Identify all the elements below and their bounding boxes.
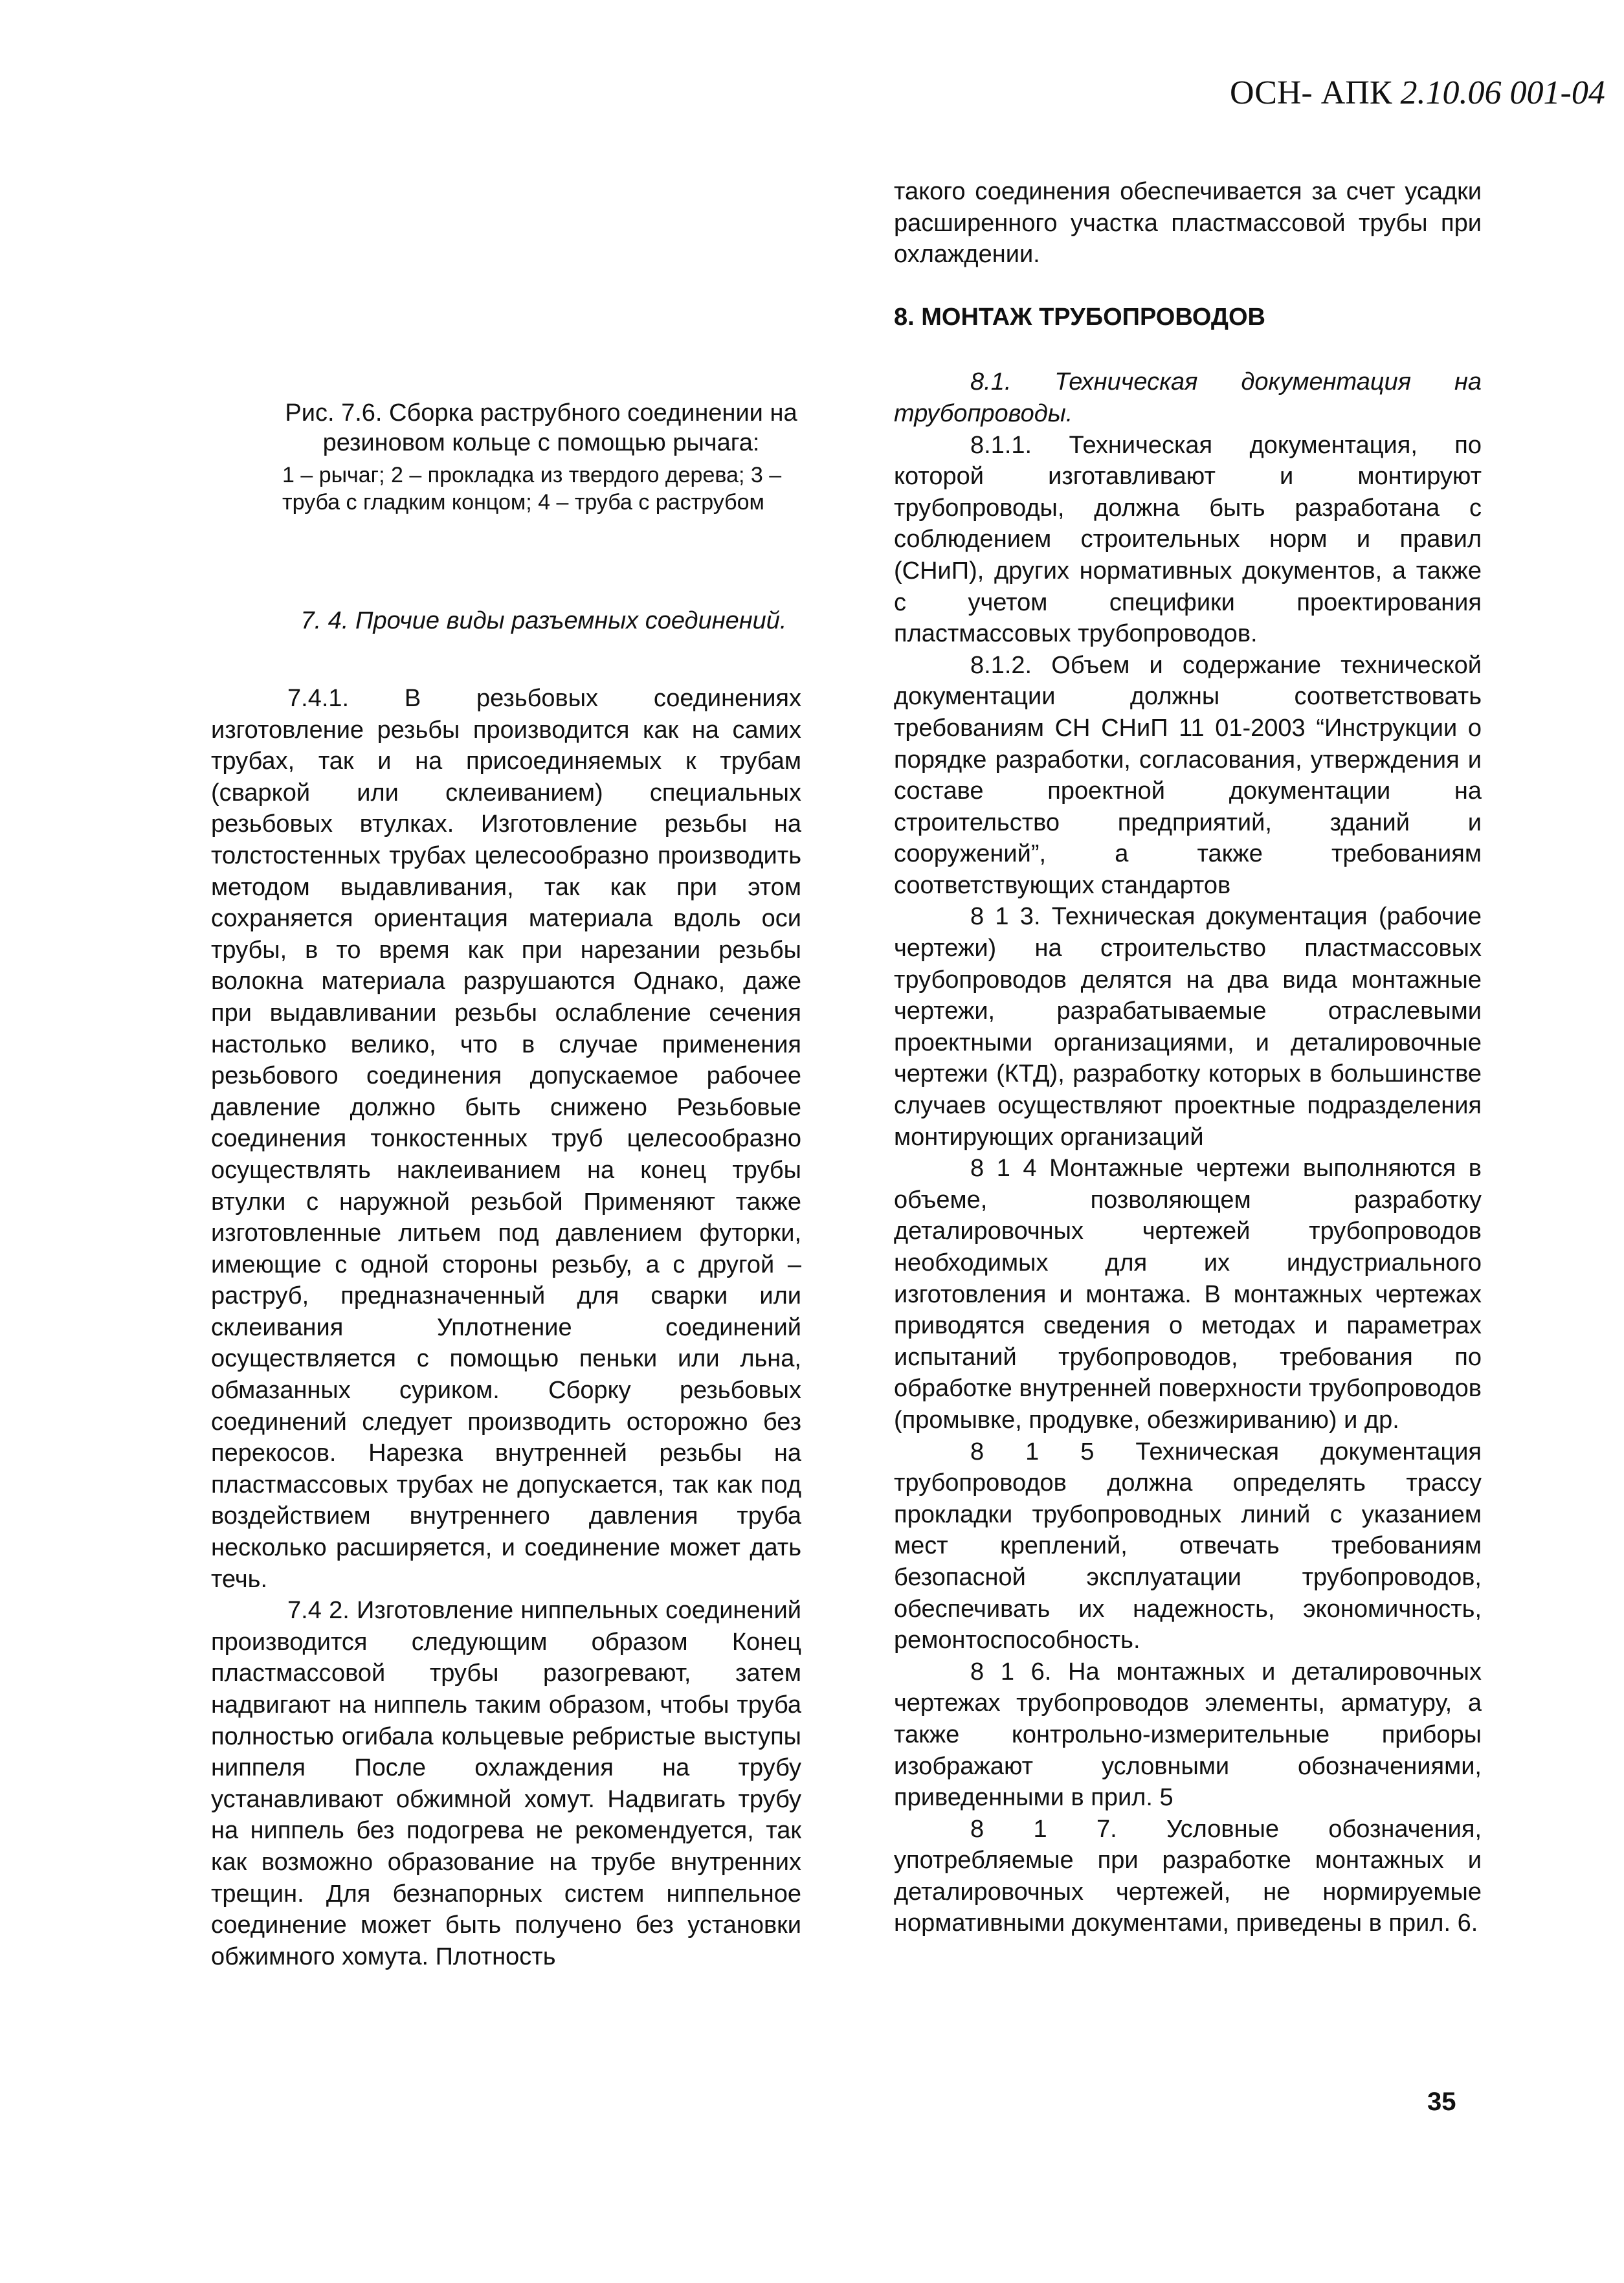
figure-caption [282,398,800,516]
paragraph-8-1-3: 8 1 3. Техническая документация (рабочие чертежи) на строительство пластмассовых трубопроводов делятся на два вида монтажные чертежи, разрабатываемые отраслевыми проектными организациями, и деталировочные чертежи (КТД), разработку которых в большинстве случаев осуществляют проектные подразделения монтирующих организаций [894,903,1482,1151]
page-number: 35 [1427,2088,1456,2116]
document-code-header [1230,72,1605,114]
paragraph-8-1-1: 8.1.1. Техническая документация, по которой изготавливают и монтируют трубопроводы, должна быть разработана с соблюдением строительных норм и правил (СНиП), других нормативных документов, а также с учетом специфики проектирования пластмассовых трубопроводов. [894,431,1482,648]
paragraph-7-4-2: 7.4 2. Изготовление ниппельных соединений производится следующим образом Конец пластмассовой трубы разогревают, затем надвигают на ниппель таким образом, чтобы труба полностью огибала кольцевые ребристые выступы ниппеля После охлаждения на трубу устанавливают обжимной хомут. Надвигать трубу на ниппель без подогрева не рекомендуется, так как возможно образование на трубе внутренних трещин. Для безнапорных систем ниппельное соединение может быть получено без установки обжимного хомута. Плотность [211,1597,801,1970]
paragraph-continuation: такого соединения обеспечивается за счет усадки расширенного участка пластмассовой трубы при охлаждении. [894,178,1482,269]
document-code-printed: ОСН- АПК [1230,74,1392,111]
paragraph-8-1: 8.1. Техническая документация на трубопроводы. [894,368,1482,427]
paragraph-8-1-2: 8.1.2. Объем и содержание технической документации должны соответствовать требованиям СН СНиП 11 01-2003 “Инструкции о порядке разработки, согласования, утверждения и составе проектной документации на строительство предприятий, зданий и сооружений”, а также требованиям соответствующих стандартов [894,651,1482,899]
figure-caption-legend: 1 – рычаг; 2 – прокладка из твердого дерева; 3 – труба с гладким концом; 4 – труба с раструбом [282,463,782,515]
document-code-handwritten: 2.10.06 001-04 [1400,74,1605,111]
left-column [211,683,801,1972]
section-title-8: 8. МОНТАЖ ТРУБОПРОВОДОВ [894,303,1265,331]
paragraph-8-1-4: 8 1 4 Монтажные чертежи выполняются в объеме, позволяющем разработку деталировочных чертежей трубопроводов необходимых для их индустриального изготовления и монтажа. В монтажных чертежах приводятся сведения о методах и параметрах испытаний трубопроводов, требования по обработке внутренней поверхности трубопроводов (промывке, продувке, обезжириванию) и др. [894,1155,1482,1434]
paragraph-8-1-7: 8 1 7. Условные обозначения, употребляемые при разработке монтажных и деталировочных чертежей, не нормируемые нормативными документами, приведены в прил. 6. [894,1815,1482,1937]
figure-caption-title: Рис. 7.6. Сборка раструбного соединении на резиновом кольце с помощью рычага: [285,399,797,456]
paragraph-7-4-1: 7.4.1. В резьбовых соединениях изготовление резьбы производится как на самих трубах, так и на присоединяемых к трубам (сваркой или склеиванием) специальных резьбовых втулках. Изготовление резьбы на толстостенных трубах целесообразно производить методом выдавливания, так как при этом сохраняется ориентация материала вдоль оси трубы, в то время как при нарезании резьбы волокна материала разрушаются Однако, даже при выдавливании резьбы ослабление сечения настолько велико, что в случае применения резьбового соединения допускаемое рабочее давление должно быть снижено Резьбовые соединения тонкостенных труб целесообразно осуществлять наклеиванием на конец трубы втулки с наружной резьбой Применяют также изготовленные литьем под давлением футорки, имеющие с одной стороны резьбу, а с другой – раструб, предназначенный для сварки или склеивания Уплотнение соединений осуществляется с помощью пеньки или льна, обмазанных суриком. Сборку резьбовых соединений следует производить осторожно без перекосов. Нарезка внутренней резьбы на пластмассовых трубах не допускается, так как под воздействием внутреннего давления труба несколько расширяется, и соединение может дать течь. [211,685,801,1593]
subsection-heading-7-4: 7. 4. Прочие виды разъемных соединений. [300,607,787,634]
right-column [894,176,1482,1939]
paragraph-8-1-5: 8 1 5 Техническая документация трубопроводов должна определять трассу прокладки трубопроводных линий с указанием мест креплений, отвечать требованиям безопасной эксплуатации трубопроводов, обеспечивать их надежность, экономичность, ремонтоспособность. [894,1438,1482,1654]
paragraph-8-1-6: 8 1 6. На монтажных и деталировочных чертежах трубопроводов элементы, арматуру, а также контрольно-измерительные приборы изображают условными обозначениями, приведенными в прил. 5 [894,1658,1482,1812]
